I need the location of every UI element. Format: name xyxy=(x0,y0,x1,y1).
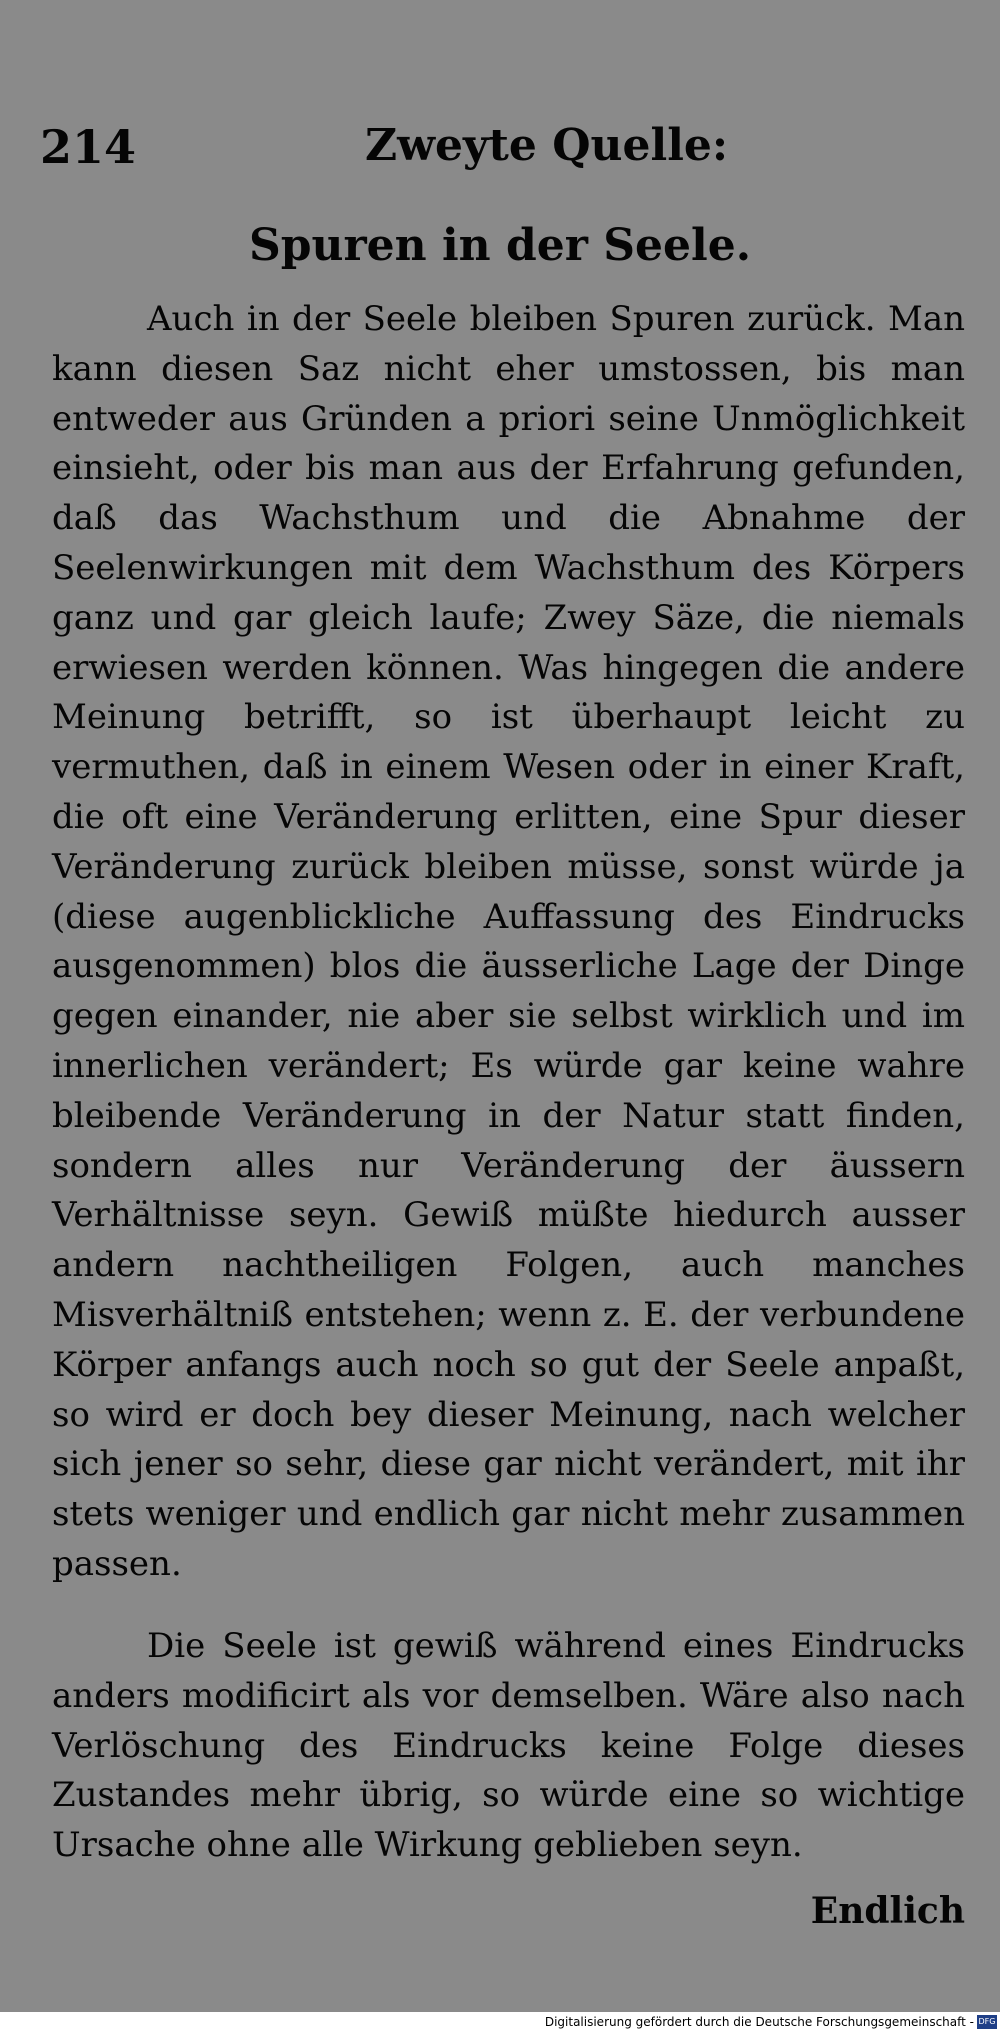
footer-credit: Digitalisierung gefördert durch die Deutsche Forschungsgemeinschaft - xyxy=(544,2015,974,2029)
paragraph-2: Die Seele ist gewiß während eines Eindrucks anders modificirt als vor demselben. Wäre also nach Verlöschung des Eindrucks keine Folge dieses Zustandes mehr übrig, so würde eine so wichtige Ursache ohne alle Wirkung geblieben seyn. xyxy=(52,1626,965,1866)
page-number: 214 xyxy=(40,120,137,174)
section-title: Spuren in der Seele. xyxy=(248,220,752,271)
catchword: Endlich xyxy=(810,1890,965,1932)
running-head: Zweyte Quelle: xyxy=(365,120,729,171)
digitization-footer xyxy=(0,2012,1000,2033)
page-header xyxy=(40,120,960,180)
paragraph-1: Auch in der Seele bleiben Spuren zurück. Man kann diesen Saz nicht eher umstossen, bis man entweder aus Gründen a priori seine Unmöglichkeit einsieht, oder bis man aus der Erfahrung gefunden, daß das Wachsthum und die Abnahme der Seelenwirkungen mit dem Wachsthum des Körpers ganz und gar gleich laufe; Zwey Säze, die niemals erwiesen werden können. Was hingegen die andere Meinung betrifft, so ist überhaupt leicht zu vermuthen, daß in einem Wesen oder in einer Kraft, die oft eine Veränderung erlitten, eine Spur dieser Veränderung zurück bleiben müsse, sonst würde ja (diese augenblickliche Auffassung des Eindrucks ausgenommen) blos die äusserliche Lage der Dinge gegen einander, nie aber sie selbst wirklich und im innerlichen verändert; Es würde gar keine wahre bleibende Veränderung in der Natur statt finden, sondern alles nur Veränderung der äussern Verhältnisse seyn. Gewiß müßte hiedurch ausser andern nachtheiligen Folgen, auch manches Misverhältniß entstehen; wenn z. E. der verbundene Körper anfangs auch noch so gut der Seele anpaßt, so wird er doch bey dieser Meinung, nach welcher sich jener so sehr, diese gar nicht verändert, mit ihr stets weniger und endlich gar nicht mehr zusammen passen. xyxy=(52,299,965,1584)
dfg-logo-icon: DFG xyxy=(977,2015,997,2029)
